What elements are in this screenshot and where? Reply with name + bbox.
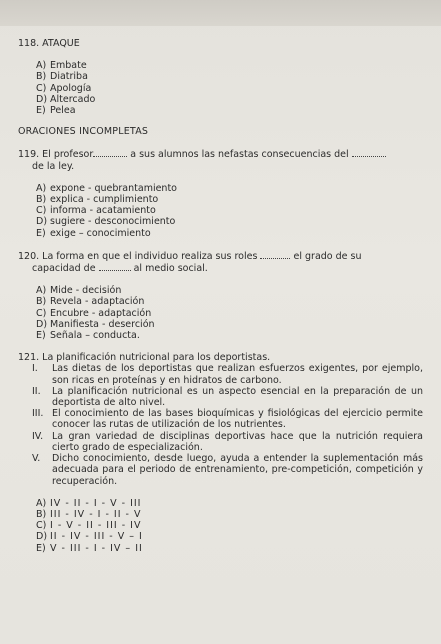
option-item[interactable]: C) informa - acatamiento xyxy=(36,205,156,217)
option-item[interactable]: E) V - III - I - IV – II xyxy=(36,542,143,554)
option-item[interactable]: D) Altercado xyxy=(36,93,96,105)
option-item[interactable]: B) explica - cumplimiento xyxy=(36,194,159,206)
option-item[interactable]: E) exige – conocimiento xyxy=(36,227,151,239)
option-item[interactable]: A) Mide - decisión xyxy=(36,285,122,297)
question-121-options xyxy=(36,498,423,554)
option-item[interactable]: E) Señala – conducta. xyxy=(36,330,140,342)
answer-blank xyxy=(352,148,386,157)
answer-blank xyxy=(99,262,131,271)
option-item[interactable]: B) Revela - adaptación xyxy=(36,296,145,308)
statement-item: I. Las dietas de los deportistas que realizan esfuerzos exigentes, por ejemplo, son ricas en proteínas y en hidratos de carbono. xyxy=(32,363,423,386)
option-item[interactable]: D) sugiere - desconocimiento xyxy=(36,216,176,228)
option-item[interactable]: A) IV - II - I - V - III xyxy=(36,497,142,509)
question-120-stem-line1: 120. La forma en que el individuo realiza sus roles el grado de su xyxy=(18,250,362,262)
option-item[interactable]: B) III - IV - I - II - V xyxy=(36,508,142,520)
statement-item: IV. La gran variedad de disciplinas deportivas hace que la nutrición requiera cierto grado de especialización. xyxy=(32,430,423,453)
option-item[interactable]: C) Encubre - adaptación xyxy=(36,307,152,319)
option-item[interactable]: C) I - V - II - III - IV xyxy=(36,520,142,532)
question-119 xyxy=(18,148,423,238)
question-120-options xyxy=(36,285,423,341)
question-118-title: 118. ATAQUE xyxy=(18,38,80,49)
statement-item: III. El conocimiento de las bases bioquímicas y fisiológicas del ejercicio permite conocer las rutas de utilización de los nutrientes. xyxy=(32,408,423,431)
option-item[interactable]: A) Embate xyxy=(36,60,87,72)
answer-blank xyxy=(93,148,127,157)
question-121 xyxy=(18,352,423,553)
option-item[interactable]: A) expone - quebrantamiento xyxy=(36,182,177,194)
option-item[interactable]: C) Apología xyxy=(36,82,92,94)
question-119-stem-line2: de la ley. xyxy=(32,160,75,172)
question-121-title: 121. La planificación nutricional para los deportistas. xyxy=(18,352,271,364)
question-120-stem-line2: capacidad de al medio social. xyxy=(32,263,208,275)
top-shadow-band xyxy=(0,0,441,26)
option-item[interactable]: E) Pelea xyxy=(36,105,76,117)
question-118-options xyxy=(36,60,423,116)
question-121-statements xyxy=(32,363,423,486)
option-item[interactable]: D) II - IV - III - V – I xyxy=(36,531,143,543)
answer-blank xyxy=(260,250,290,259)
statement-item: V. Dicho conocimiento, desde luego, ayuda a entender la suplementación más adecuada para el periodo de entrenamiento, pre-competición, competición y recuperación. xyxy=(32,453,423,487)
question-119-options xyxy=(36,183,423,239)
question-119-stem-line1: 119. El profesor a sus alumnos las nefastas consecuencias del xyxy=(18,148,423,160)
statement-item: II. La planificación nutricional es un aspecto esencial en la preparación de un deportista de alto nivel. xyxy=(32,385,423,409)
question-120 xyxy=(18,250,423,341)
section-title: ORACIONES INCOMPLETAS xyxy=(18,126,149,138)
option-item[interactable]: B) Diatriba xyxy=(36,71,88,83)
option-item[interactable]: D) Manifiesta - deserción xyxy=(36,318,155,330)
question-118 xyxy=(18,38,423,116)
